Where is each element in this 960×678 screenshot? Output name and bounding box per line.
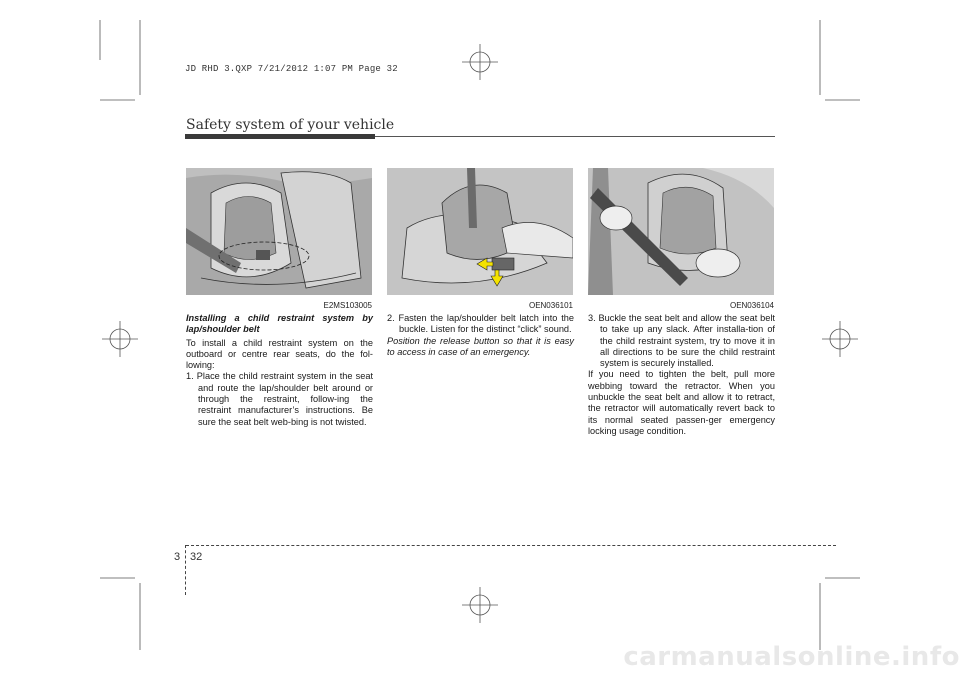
- subsection-heading: Installing a child restraint system by lap/shoulder belt: [186, 313, 373, 335]
- figure-code: E2MS103005: [323, 301, 372, 310]
- header-bar: [185, 134, 375, 139]
- chapter-number: 3: [174, 551, 181, 563]
- footer-divider: [185, 545, 186, 595]
- intro-paragraph: To install a child restraint system on the outboard or centre rear seats, do the fol-lowing:: [186, 337, 373, 371]
- print-slug: JD RHD 3.QXP 7/21/2012 1:07 PM Page 32: [185, 64, 398, 74]
- column-2: [387, 313, 574, 358]
- figure-tighten-belt: [588, 168, 774, 295]
- watermark: carmanualsonline.info: [623, 642, 960, 672]
- section-title: Safety system of your vehicle: [186, 117, 395, 133]
- column-1: [186, 313, 373, 428]
- figure-buckle-latch: [387, 168, 573, 295]
- figure-code: OEN036104: [729, 301, 774, 310]
- note-text: Position the release button so that it is easy to access in case of an emergency.: [387, 335, 574, 357]
- tighten-paragraph: If you need to tighten the belt, pull more webbing toward the retractor. When you unbuckle the seat belt and allow it to retract, the retractor will automatically revert back to its normal seated passen-ger emergency locking usage condition.: [588, 369, 775, 436]
- step-3: 3. Buckle the seat belt and allow the seat belt to take up any slack. After installa-tion of the child restraint system, try to move it in all directions to be sure the child restraint system is securely installed.: [588, 313, 775, 369]
- header-rule: [375, 136, 775, 137]
- step-1: 1. Place the child restraint system in the seat and route the lap/shoulder belt around or through the restraint, follow-ing the restraint manufacturer’s instructions. Be sure the seat belt web-bing is not twisted.: [186, 371, 373, 427]
- footer-rule: [186, 545, 836, 546]
- column-3: [588, 313, 775, 437]
- step-2: 2. Fasten the lap/shoulder belt latch into the buckle. Listen for the distinct “click” sound.: [387, 313, 574, 335]
- figure-code: OEN036101: [528, 301, 573, 310]
- page-number: 32: [190, 551, 203, 563]
- figure-child-seat-routing: [186, 168, 372, 295]
